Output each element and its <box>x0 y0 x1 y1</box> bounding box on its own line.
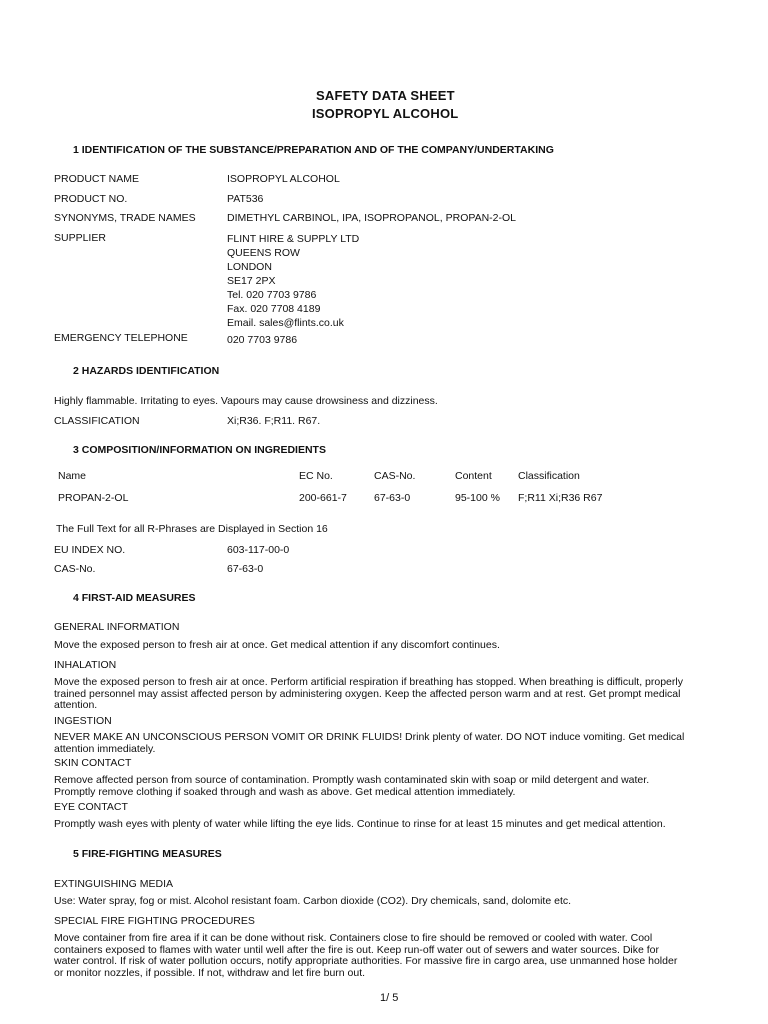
product-name-label: PRODUCT NAME <box>54 173 139 185</box>
table-header-ec: EC No. <box>299 470 333 482</box>
page-number: 1/ 5 <box>380 992 399 1004</box>
supplier-line: FLINT HIRE & SUPPLY LTD <box>227 233 360 245</box>
inhalation-text: Move the exposed person to fresh air at once. Perform artificial respiration if breathing has stopped. When breathing is difficult, properly trained personnel may assist affected person by administering oxygen. Keep the affected person warm and at rest. Get prompt medical attention. <box>54 676 683 711</box>
special-procedures-label: SPECIAL FIRE FIGHTING PROCEDURES <box>54 915 255 927</box>
special-procedures-text: Move container from fire area if it can be done without risk. Containers close to fire should be removed or cooled with water. Cool containers exposed to flames with water until well after the fire is out. Keep run-off water out of sewers and water sources. Dike for water control. If risk of water pollution occurs, notify appropriate authorities. For massive fire in cargo area, use unmanned hose holder or monitor nozzles, if possible. If not, withdraw and let fire burn out. <box>54 932 678 979</box>
supplier-line: QUEENS ROW <box>227 247 300 259</box>
table-cell-cas: 67-63-0 <box>374 492 411 504</box>
general-info-text: Move the exposed person to fresh air at once. Get medical attention if any discomfort continues. <box>54 639 500 651</box>
table-cell-content: 95-100 % <box>455 492 500 504</box>
eu-index-value: 603-117-00-0 <box>227 544 290 556</box>
table-cell-ec: 200-661-7 <box>299 492 347 504</box>
document-title: SAFETY DATA SHEET <box>316 88 455 103</box>
supplier-line: SE17 2PX <box>227 275 276 287</box>
hazards-text: Highly flammable. Irritating to eyes. Vapours may cause drowsiness and dizziness. <box>54 395 438 407</box>
synonyms-label: SYNONYMS, TRADE NAMES <box>54 212 196 224</box>
cas-label: CAS-No. <box>54 563 96 575</box>
inhalation-label: INHALATION <box>54 659 117 671</box>
supplier-line: LONDON <box>227 261 272 273</box>
synonyms-value: DIMETHYL CARBINOL, IPA, ISOPROPANOL, PROPAN-2-OL <box>227 212 517 224</box>
cas-value: 67-63-0 <box>227 563 264 575</box>
supplier-email[interactable]: Email. sales@flints.co.uk <box>227 317 344 329</box>
extinguishing-media-text: Use: Water spray, fog or mist. Alcohol resistant foam. Carbon dioxide (CO2). Dry chemicals, sand, dolomite etc. <box>54 895 572 907</box>
product-name-value: ISOPROPYL ALCOHOL <box>227 173 340 185</box>
section-3-heading: 3 COMPOSITION/INFORMATION ON INGREDIENTS <box>73 444 326 456</box>
table-header-content: Content <box>455 470 492 482</box>
table-cell-name: PROPAN-2-OL <box>58 492 129 504</box>
eye-contact-label: EYE CONTACT <box>54 801 128 813</box>
product-no-label: PRODUCT NO. <box>54 193 128 205</box>
classification-value: Xi;R36. F;R11. R67. <box>227 415 321 427</box>
ingestion-label: INGESTION <box>54 715 112 727</box>
supplier-line: Tel. 020 7703 9786 <box>227 289 317 301</box>
eye-contact-text: Promptly wash eyes with plenty of water while lifting the eye lids. Continue to rinse for at least 15 minutes and get medical attention. <box>54 818 666 830</box>
product-no-value: PAT536 <box>227 193 264 205</box>
supplier-address <box>227 232 359 330</box>
table-header-classification: Classification <box>518 470 580 482</box>
eu-index-label: EU INDEX NO. <box>54 544 126 556</box>
table-cell-classification: F;R11 Xi;R36 R67 <box>518 492 603 504</box>
section-5-heading: 5 FIRE-FIGHTING MEASURES <box>73 848 222 860</box>
general-info-label: GENERAL INFORMATION <box>54 621 180 633</box>
section-1-heading: 1 IDENTIFICATION OF THE SUBSTANCE/PREPARATION AND OF THE COMPANY/UNDERTAKING <box>73 144 554 156</box>
emergency-label: EMERGENCY TELEPHONE <box>54 332 188 344</box>
table-header-name: Name <box>58 470 87 482</box>
classification-label: CLASSIFICATION <box>54 415 140 427</box>
r-phrases-note: The Full Text for all R-Phrases are Displayed in Section 16 <box>56 523 328 535</box>
table-header-cas: CAS-No. <box>374 470 416 482</box>
ingestion-text: NEVER MAKE AN UNCONSCIOUS PERSON VOMIT OR DRINK FLUIDS! Drink plenty of water. DO NOT induce vomiting. Get medical attention immediately. <box>54 731 685 755</box>
extinguishing-media-label: EXTINGUISHING MEDIA <box>54 878 174 890</box>
skin-contact-text: Remove affected person from source of contamination. Promptly wash contaminated skin with soap or mild detergent and water. Promptly remove clothing if soaked through and wash as above. Get medical attention immediately. <box>54 774 650 798</box>
section-2-heading: 2 HAZARDS IDENTIFICATION <box>73 365 220 377</box>
supplier-line: Fax. 020 7708 4189 <box>227 303 321 315</box>
supplier-label: SUPPLIER <box>54 232 106 244</box>
section-4-heading: 4 FIRST-AID MEASURES <box>73 592 196 604</box>
emergency-value: 020 7703 9786 <box>227 334 298 346</box>
document-subtitle: ISOPROPYL ALCOHOL <box>312 106 459 121</box>
skin-contact-label: SKIN CONTACT <box>54 757 132 769</box>
